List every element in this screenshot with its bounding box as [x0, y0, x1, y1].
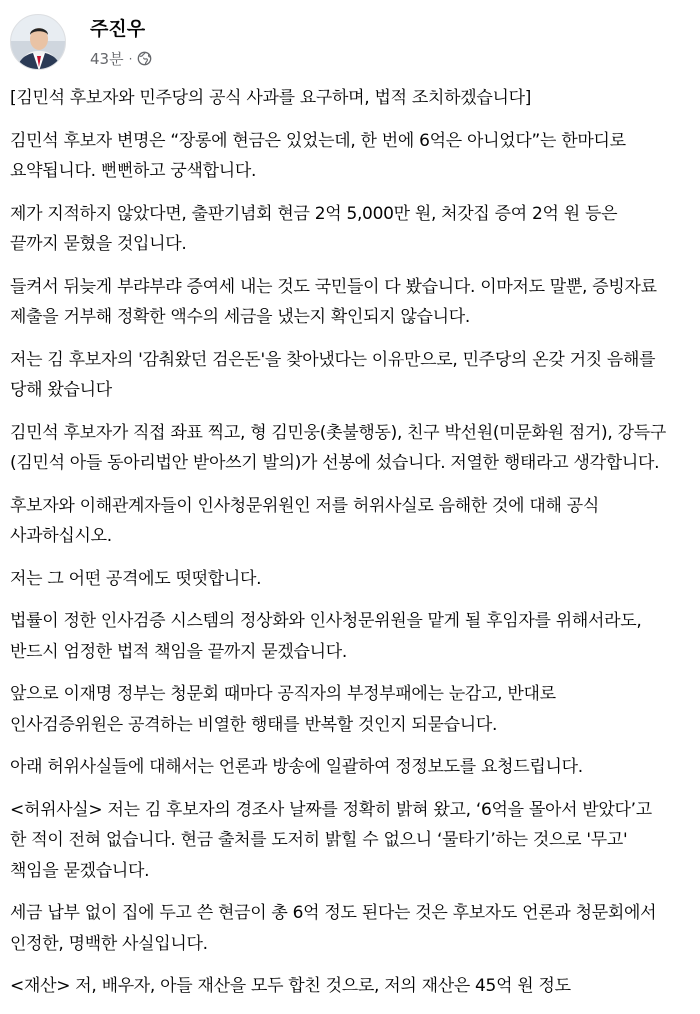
post-paragraph: <재산> 저, 배우자, 아들 재산을 모두 합친 것으로, 저의 재산은 45억 원 정도 — [10, 976, 571, 996]
avatar-photo — [11, 15, 66, 70]
globe-icon[interactable] — [137, 51, 152, 66]
post-header — [10, 11, 690, 83]
post-paragraph: 저는 그 어떤 공격에도 떳떳합니다. — [10, 568, 262, 589]
post-time[interactable]: 43분 — [90, 50, 124, 68]
post-body — [10, 83, 670, 1014]
meta-separator: · — [128, 51, 133, 66]
post-paragraph: [김민석 후보자와 민주당의 공식 사과를 요구하며, 법적 조치하겠습니다] — [10, 88, 532, 108]
post-meta — [90, 48, 152, 69]
post-paragraph: 김민석 후보자가 직접 좌표 찍고, 형 김민웅(촛불행동), 친구 박선원(미문화원 점거), 강득구(김민석 아들 동아리법안 받아쓰기 발의)가 선봉에 섰습니다. 저열한 행태라고 생각합니다. — [10, 422, 666, 473]
post-paragraph: 저는 김 후보자의 '감춰왔던 검은돈'을 찾아냈다는 이유만으로, 민주당의 온갖 거짓 음해를 당해 왔습니다 — [10, 349, 656, 400]
post-paragraph: 아래 허위사실들에 대해서는 언론과 방송에 일괄하여 정정보도를 요청드립니다. — [10, 757, 583, 777]
post-paragraph: 세금 납부 없이 집에 두고 쓴 현금이 총 6억 정도 된다는 것은 후보자도 언론과 청문회에서 인정한, 명백한 사실입니다. — [10, 903, 657, 954]
author-name[interactable]: 주진우 — [90, 18, 146, 40]
post-paragraph: <허위사실> 저는 김 후보자의 경조사 날짜를 정확히 밝혀 왔고, ‘6억을 몰아서 받았다’고 한 적이 전혀 없습니다. 현금 출처를 도저히 밝힐 수 없으니 ‘물타기’하는 것으로 '무고' 책임을 묻겠습니다. — [10, 799, 652, 881]
post-paragraph: 법률이 정한 인사검증 시스템의 정상화와 인사청문위원을 맡게 될 후임자를 위해서라도, 반드시 엄정한 법적 책임을 끝까지 묻겠습니다. — [10, 611, 642, 662]
post-paragraph: 제가 지적하지 않았다면, 출판기념회 현금 2억 5,000만 원, 처갓집 증여 2억 원 등은 끝까지 묻혔을 것입니다. — [10, 203, 618, 254]
post-paragraph: 앞으로 이재명 정부는 청문회 때마다 공직자의 부정부패에는 눈감고, 반대로 인사검증위원은 공격하는 비열한 행태를 반복할 것인지 되묻습니다. — [10, 684, 556, 735]
post-paragraph: 후보자와 이해관계자들이 인사청문위원인 저를 허위사실로 음해한 것에 대해 공식 사과하십시오. — [10, 495, 599, 546]
post-paragraph: 김민석 후보자 변명은 “장롱에 현금은 있었는데, 한 번에 6억은 아니었다”는 한마디로 요약됩니다. 뻔뻔하고 궁색합니다. — [10, 130, 626, 181]
post-paragraph: 들켜서 뒤늦게 부랴부랴 증여세 내는 것도 국민들이 다 봤습니다. 이마저도 말뿐, 증빙자료 제출을 거부해 정확한 액수의 세금을 냈는지 확인되지 않습니다. — [10, 276, 657, 327]
author-avatar[interactable] — [10, 14, 66, 70]
